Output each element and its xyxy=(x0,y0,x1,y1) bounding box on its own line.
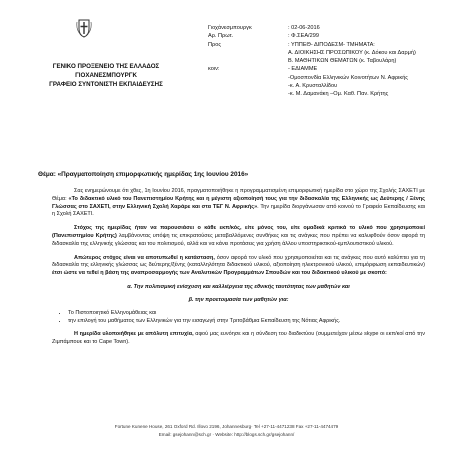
org-line-office: ΓΡΑΦΕΙΟ ΣΥΝΤΟΝΙΣΤΗ ΕΚΠΑΙΔΕΥΣΗΣ xyxy=(49,81,163,88)
recipient-line: Α. ΔΙΟΙΚΗΣΗΣ ΠΡΟΣΩΠΙΚΟΥ (κ. Δόκου και Δαρμή) xyxy=(288,49,416,56)
cc-row xyxy=(208,65,416,73)
issuing-authority xyxy=(46,62,166,89)
cc-label: κοιν: xyxy=(208,66,220,73)
paragraph-goal: Στόχος της ημερίδας ήταν να παρουσιάσει ο κάθε εκπ/κός, είτε μόνος του, είτε ομαδικά κριτικά το υλικό που χρησιμοποιεί (Πανεπιστημίου Κρήτης) λαμβάνοντας υπόψη τις επικρατούσες μεταβαλλόμενες συνθήκες και τις ανάγκες που πρέπει να καλυφθούν όσον αφορά τη διδασκαλία της ελληνικής γλώσσας και του πολιτισμού, αλλά και να κάνει προτάσεις για χρήση άλλου υποστηρικτικού-εμπλουτιστικού υλικού. xyxy=(52,225,425,247)
paragraph-ultimate-goal: Απώτερος στόχος είναι να αποτυπωθεί η κατάσταση, όσον αφορά τον υλικό που χρησιμοποιείται και τις ανάγκες που αυτό καλύπτει για τη διδασκαλία της ελληνικής γλώσσας ως δεύτερης/ξένης (καταλληλότητα διδακτικού υλικού, αξιοποίηση ηλεκτρονικού υλικού, επιμόρφωση εκπαιδευτικών) έτσι ώστε να τεθεί η βάση της αναπροσαρμογής των Αναλυτικών Προγραμμάτων Σπουδών και του διδακτικού υλικού με σκοπό: xyxy=(52,254,425,277)
aim-bullet-list xyxy=(52,310,425,327)
protocol-row xyxy=(208,32,416,40)
recipient-label: Προς xyxy=(208,41,222,48)
org-line-city: ΓΙΟΧΑΝΕΣΜΠΟΥΡΓΚ xyxy=(75,72,137,79)
date-label: Γιοχάνεσμπουργκ xyxy=(208,25,252,31)
footer-address: Fortune Kunene House, 261 Oxford Rd. Illovo 2196, Johannesburg· Tel +27-11-4471238 Fax +27-11-4474479 xyxy=(114,424,339,429)
protocol-label: Αρ. Πρωτ. xyxy=(208,33,234,40)
recipient-row xyxy=(208,41,416,49)
cc-line: -κ. Α. Κρυσταλλίδου xyxy=(288,83,338,90)
list-item: • την επιλογή του μαθήματος των Ελληνικών για την εισαγωγή στην Τριτοβάθμια Εκπαίδευση της Νότιας Αφρικής. xyxy=(68,318,425,326)
document-meta xyxy=(208,24,416,99)
date-value: : 02-06-2016 xyxy=(288,25,320,31)
date-row xyxy=(208,24,416,32)
subject-line: Θέμα: «Πραγματοποίηση επιμορφωτικής ημερίδας 1ης Ιουνίου 2016» xyxy=(38,171,249,178)
paragraph-intro: Σας ενημερώνουμε ότι χθες, 1η Ιουνίου 2016, πραγματοποιήθηκε η προγραμματισμένη επιμορφωτική ημερίδα στο χώρο της Σχολής ΣΑΧΕΤΙ με Θέμα: «Το διδακτικό υλικό του Πανεπιστημίου Κρήτης και η μέγιστη αξιοποίησή τους για την διδασκαλία της Ελληνικής ως Δεύτερης / Ξένης Γλώσσας στο ΣΑΧΕΤΙ, στην Ελληνική Σχολή Χαράρε και στα ΤΕΓ Ν. Αφρικής». Την ημερίδα διοργάνωσαν από κοινού το Γραφείο Εκπαίδευσης και η Σχολή ΣΑΧΕΤΙ. xyxy=(52,188,425,218)
recipient-line: : ΥΠΠΕΘ- ΔΙΠΟΔΕΣΜ- ΤΜΗΜΑΤΑ: xyxy=(288,41,375,48)
cc-line: -Ομοσπονδία Ελληνικών Κοινοτήτων Ν. Αφρικής xyxy=(288,74,408,81)
aim-b: β. την προετοιμασία των μαθητών για: xyxy=(188,296,289,303)
letter-body xyxy=(52,188,425,353)
recipient-line: Β. ΜΑΘΗΤΙΚΩΝ ΘΕΜΑΤΩΝ (κ. Ταβουλάρη) xyxy=(288,58,397,65)
footer-contact: Email: gsejohann@sch.gr · Website: http://blogs.sch.gr/gsejohann/ xyxy=(158,432,295,437)
aim-a: α. Την πολιτισμική ενίσχυση και καλλιέργεια της εθνικής ταυτότητας των μαθητών και xyxy=(127,283,350,290)
list-item: • Το Πιστοποιητικό Ελληνομάθειας και xyxy=(68,310,425,318)
greek-coat-of-arms-emblem xyxy=(76,18,92,38)
cc-line: - ΕΔΙΑΜΜΕ xyxy=(288,66,318,73)
org-line-consulate: ΓΕΝΙΚΟ ΠΡΟΞΕΝΕΙΟ ΤΗΣ ΕΛΛΑΔΟΣ xyxy=(52,63,160,70)
protocol-value: : Φ.ΣΕΑ/299 xyxy=(288,33,319,40)
paragraph-outcome: Η ημερίδα υλοποιήθηκε με απόλυτη επιτυχία, αφού μας ευνόησε και η σύνδεση του διαδικτύου (συμμετείχαν μέσω skype οι εκπ/κοί από την Ζιμπάμπουε και το Cape Town). xyxy=(52,331,425,345)
seminar-title: «Το διδακτικό υλικό του Πανεπιστημίου Κρήτης και η μέγιστη αξιοποίησή τους για την διδασκαλία της Ελληνικής ως Δεύτερης / Ξένης Γλώσσας στο ΣΑΧΕΤΙ, στην Ελληνική Σχολή Χαράρε και στα ΤΕΓ Ν. Αφρικής» xyxy=(52,195,425,210)
cc-line: -κ. Μ. Δαμανάκη –Ομ. Καθ. Παν. Κρήτης xyxy=(288,91,389,98)
